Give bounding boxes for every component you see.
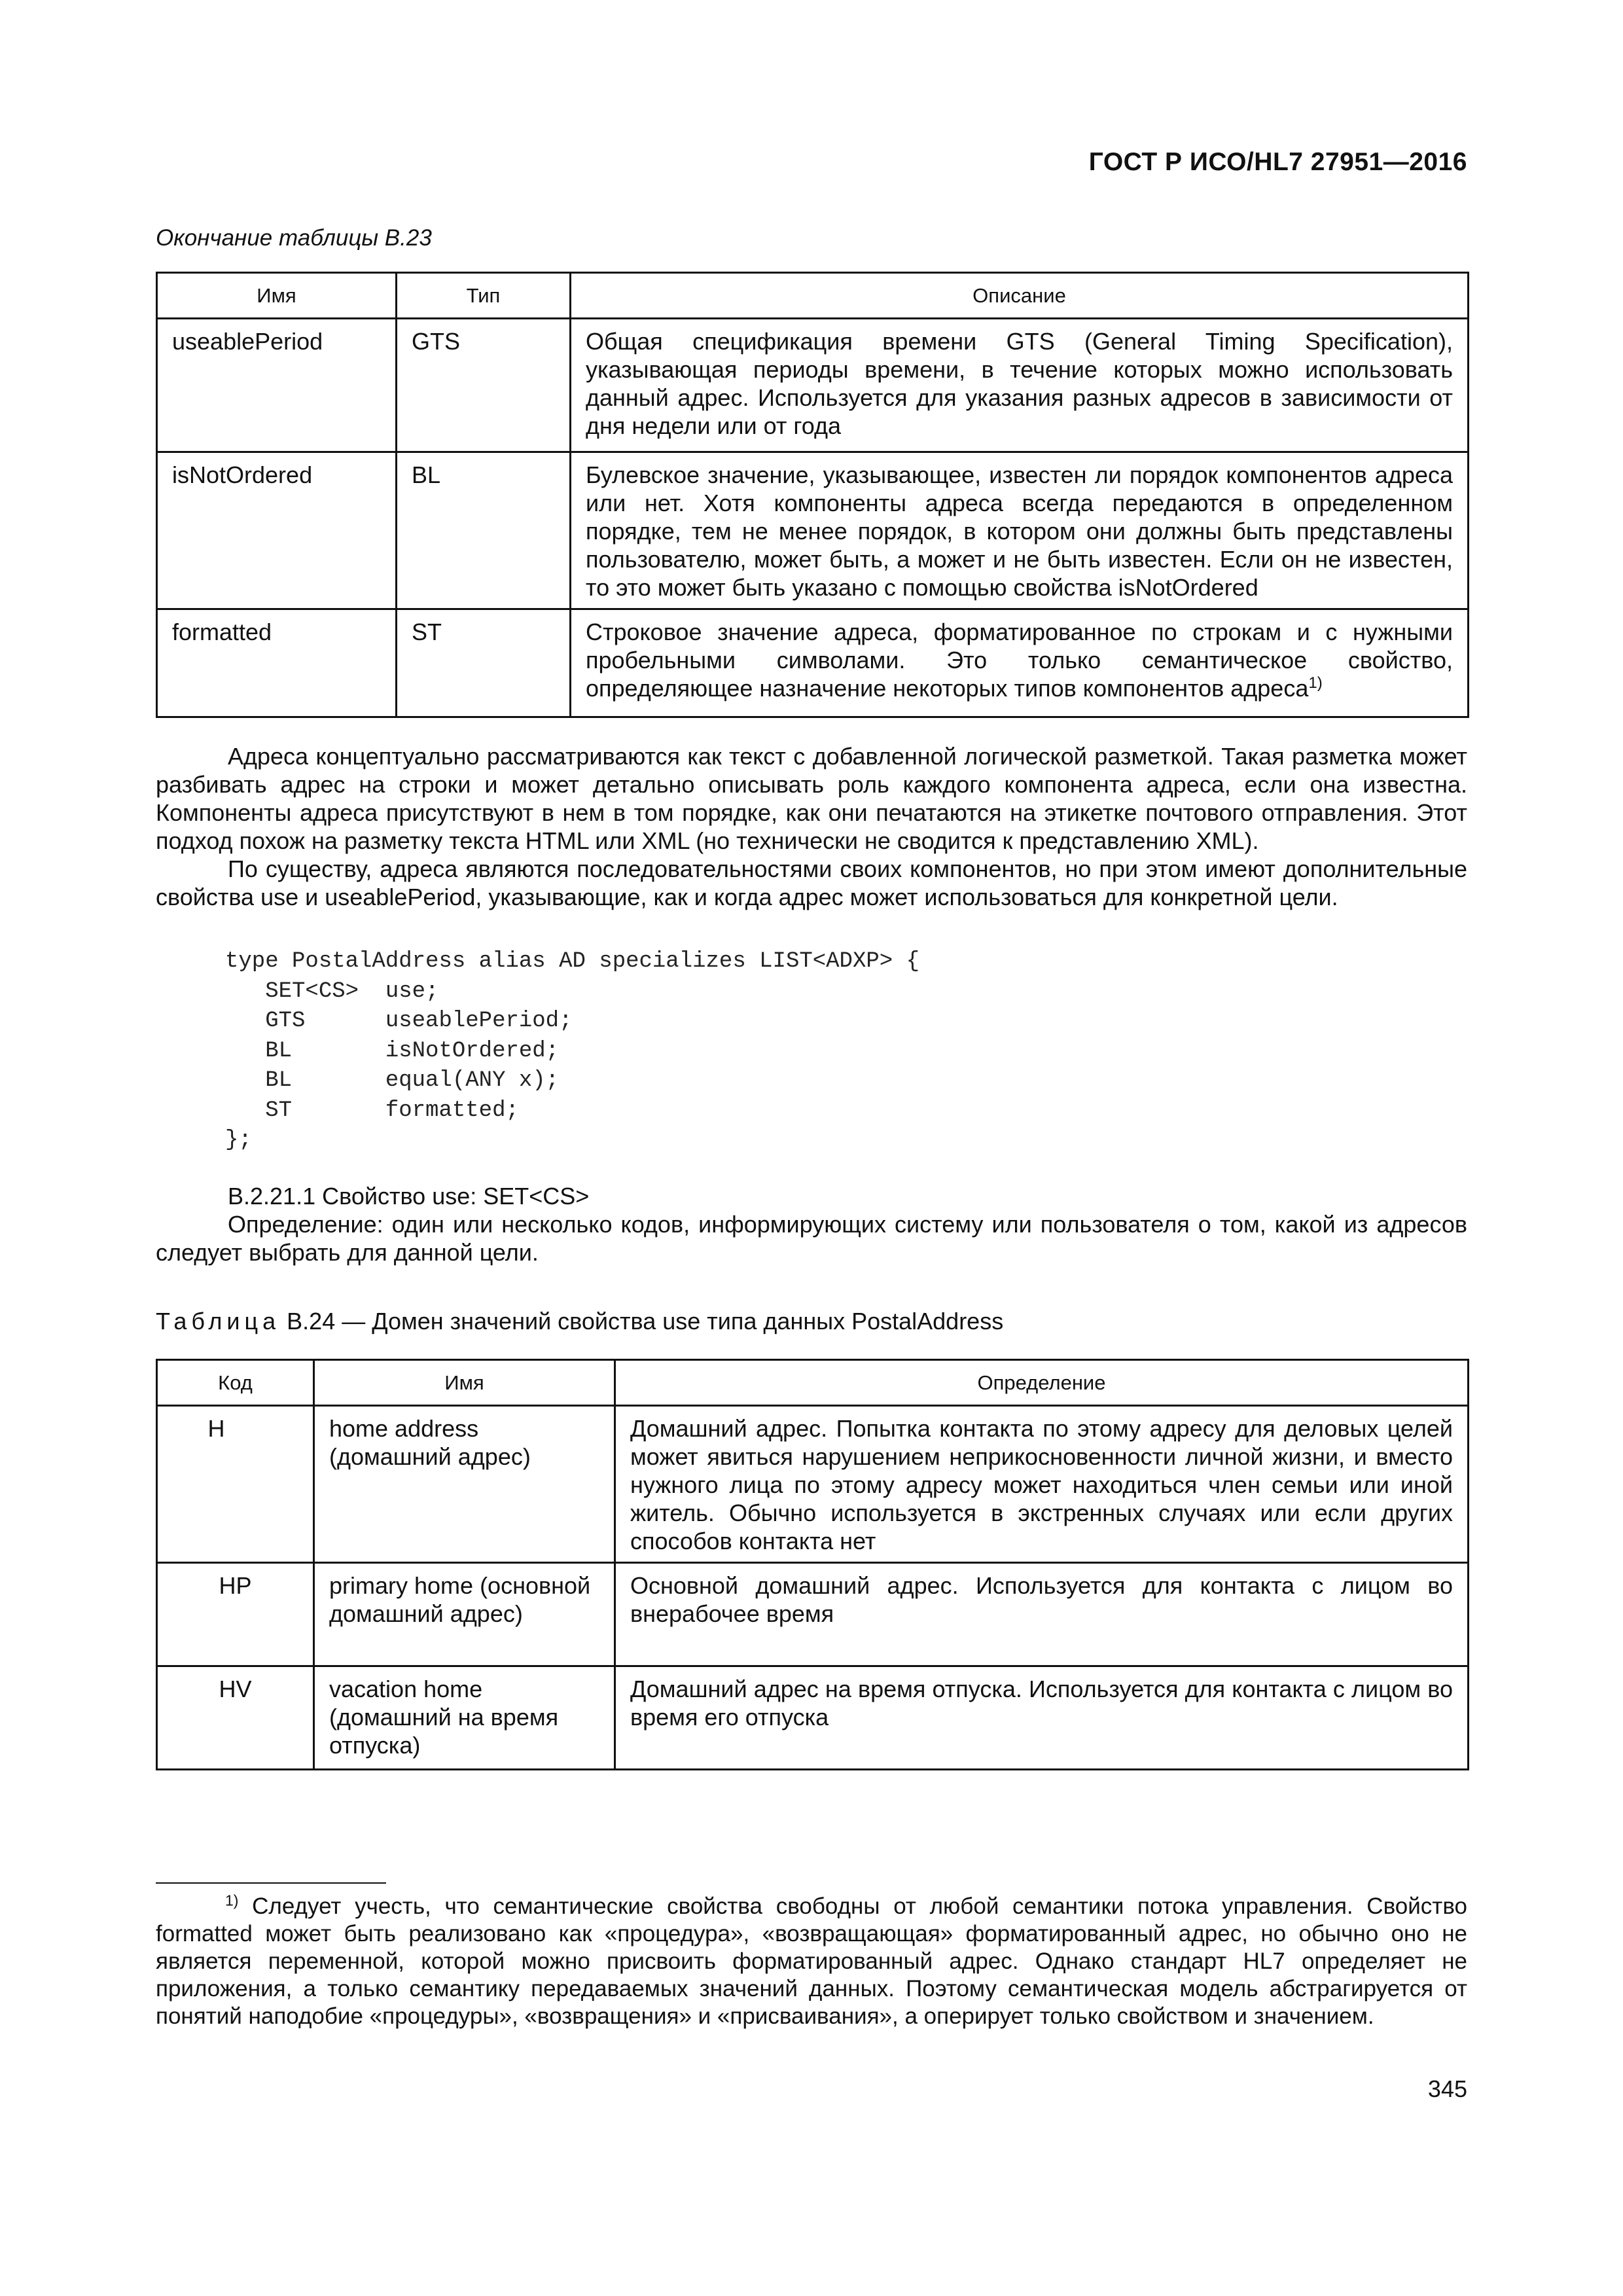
column-header-definition: Определение: [615, 1360, 1469, 1406]
code-line: SET<CS> use;: [225, 978, 439, 1004]
footnote-marker: 1): [225, 1892, 239, 1909]
standard-designation: ГОСТ Р ИСО/HL7 27951—2016: [1088, 148, 1467, 176]
table-row: [157, 452, 1469, 609]
code-line: type PostalAddress alias AD specializes LIST<ADXP> {: [225, 949, 919, 974]
column-header-type: Тип: [397, 273, 571, 319]
table-header-row: [157, 273, 1469, 319]
table-b23: [156, 272, 1469, 718]
cell-code: HV: [157, 1666, 314, 1770]
page-number: 345: [1427, 2075, 1467, 2102]
cell-name: home address (домашний адрес): [314, 1406, 615, 1563]
table-b24: [156, 1359, 1469, 1770]
code-block: [225, 947, 919, 1156]
cell-type: GTS: [397, 319, 571, 452]
column-header-name: Имя: [157, 273, 397, 319]
cell-code: H: [157, 1406, 314, 1563]
code-line: BL equal(ANY x);: [225, 1068, 560, 1093]
cell-description: Общая спецификация времени GTS (General Timing Specification), указывающая периоды времени, в течение которых можно использовать данный адрес. Используется для указания разных адресов в зависимости от дня недели или от года: [571, 319, 1469, 452]
cell-name: isNotOrdered: [157, 452, 397, 609]
cell-type: BL: [397, 452, 571, 609]
table-row: [157, 319, 1469, 452]
table-row: [157, 609, 1469, 717]
code-line: BL isNotOrdered;: [225, 1038, 560, 1064]
cell-description: [571, 609, 1469, 717]
cell-name: primary home (основной домашний адрес): [314, 1563, 615, 1666]
cell-name: useablePeriod: [157, 319, 397, 452]
footnote-reference: 1): [1308, 674, 1323, 692]
footnote-text: Следует учесть, что семантические свойства свободны от любой семантики потока управления. Свойство formatted может быть реализовано как «процедура», «возвращающая» форматированный адрес, но обычно оно не является переменной, которой можно присвоить форматированный адрес. Однако стандарт HL7 определяет не приложения, а только семантику передаваемых значений данных. Поэтому семантическая модель абстрагируется от понятий наподобие «процедуры», «возвращения» и «присваивания», а оперирует только свойством и значением.: [156, 1893, 1467, 2029]
code-line: ST formatted;: [225, 1098, 519, 1123]
paragraph-addresses-concept: Адреса концептуально рассматриваются как текст с добавленной логической разметкой. Такая разметка может разбивать адрес на строки и может детально описывать роль каждого компонента адреса, если она известна. Компоненты адреса присутствуют в нем в том порядке, как они печатаются на этикетке почтового отправления. Этот подход похож на разметку текста HTML или XML (но технически не сводится к представлению XML).: [156, 743, 1467, 854]
section-heading: B.2.21.1 Свойство use: SET<CS>: [228, 1183, 590, 1210]
caption-prefix: Таблица: [156, 1308, 281, 1335]
cell-name: formatted: [157, 609, 397, 717]
table-row: [157, 1406, 1469, 1563]
paragraph-addresses-sequence: По существу, адреса являются последовательностями своих компонентов, но при этом имеют дополнительные свойства use и useablePeriod, указывающие, как и когда адрес может использоваться для конкретной цели.: [156, 855, 1467, 910]
cell-definition: Домашний адрес на время отпуска. Используется для контакта с лицом во время его отпуска: [615, 1666, 1469, 1770]
table-header-row: [157, 1360, 1469, 1406]
cell-type: ST: [397, 609, 571, 717]
cell-description: Булевское значение, указывающее, известен ли порядок компонентов адреса или нет. Хотя компоненты адреса всегда передаются в определенном порядке, тем не менее порядок, в котором они должны быть представлены пользователю, может быть, а может и не быть известен. Если он не известен, то это может быть указано с помощью свойства isNotOrdered: [571, 452, 1469, 609]
table-row: [157, 1666, 1469, 1770]
cell-definition: Домашний адрес. Попытка контакта по этому адресу для деловых целей может явиться нарушением неприкосновенности личной жизни, и вместо нужного лица по этому адресу может находиться член семьи или иной житель. Обычно используется в экстренных случаях или если других способов контакта нет: [615, 1406, 1469, 1563]
cell-definition: Основной домашний адрес. Используется для контакта с лицом во внерабочее время: [615, 1563, 1469, 1666]
caption-text: B.24 — Домен значений свойства use типа данных PostalAddress: [280, 1308, 1004, 1335]
paragraph-definition: Определение: один или несколько кодов, информирующих систему или пользователя о том, какой из адресов следует выбрать для данной цели.: [156, 1211, 1467, 1266]
table-continuation-caption: Окончание таблицы B.23: [156, 225, 432, 251]
table-row: [157, 1563, 1469, 1666]
footnote: [156, 1893, 1467, 2030]
footnote-separator: [156, 1882, 386, 1884]
column-header-description: Описание: [571, 273, 1469, 319]
cell-name: vacation home (домашний на время отпуска): [314, 1666, 615, 1770]
cell-code: HP: [157, 1563, 314, 1666]
code-line: };: [225, 1128, 252, 1153]
column-header-code: Код: [157, 1360, 314, 1406]
table-b24-caption: [156, 1307, 1003, 1335]
column-header-name: Имя: [314, 1360, 615, 1406]
description-text: Строковое значение адреса, форматированное по строкам и с нужными пробельными символами. Это только семантическое свойство, определяющее назначение некоторых типов компонентов адреса: [586, 619, 1453, 702]
code-line: GTS useablePeriod;: [225, 1009, 573, 1033]
